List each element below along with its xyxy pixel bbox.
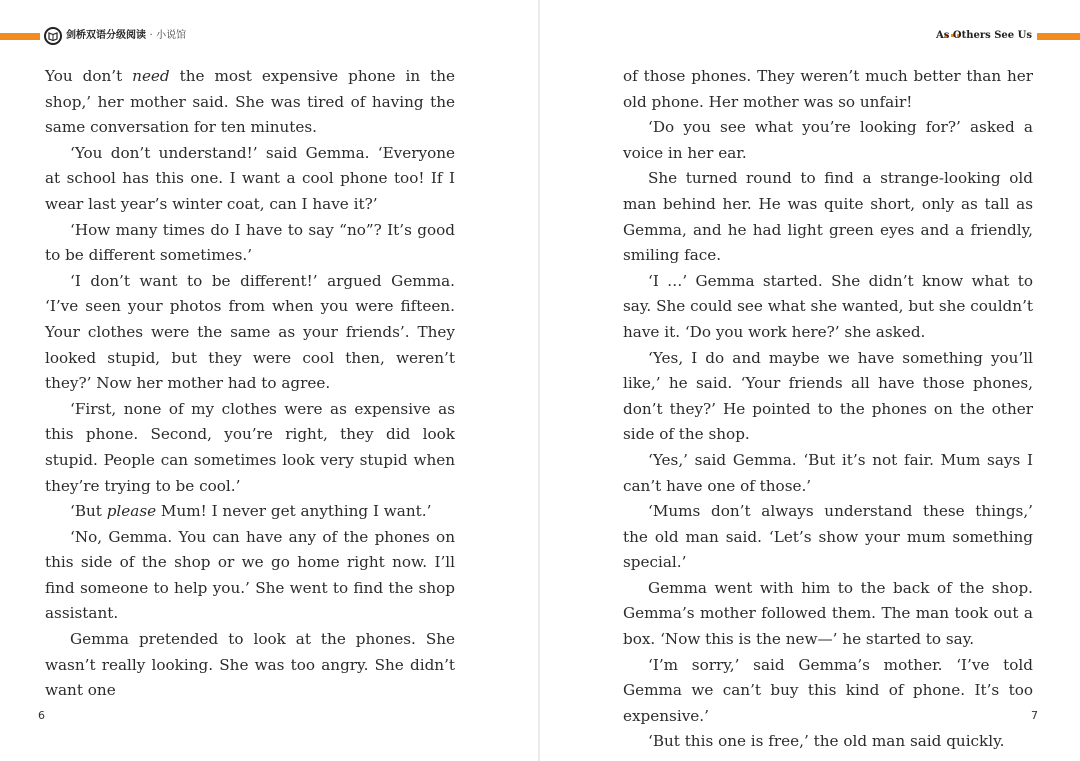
paragraph: You don’t need the most expensive phone in the shop,’ her mother said. She was tired of having the same conversation for ten minutes. [45, 67, 455, 137]
paragraph: ‘Do you see what you’re looking for?’ asked a voice in her ear. [623, 118, 1033, 162]
series-name: 剑桥双语分级阅读 [66, 30, 146, 41]
book-title: As Others See Us [936, 30, 1032, 41]
page-number-left: 6 [38, 709, 45, 722]
paragraph: Gemma pretended to look at the phones. She wasn’t really looking. She was too angry. She didn’t want one [45, 630, 455, 700]
paragraph: ‘First, none of my clothes were as expensive as this phone. Second, you’re right, they did look stupid. People can sometimes look very stupid when they’re trying to be cool.’ [45, 399, 455, 495]
paragraph: ‘I …’ Gemma started. She didn’t know what to say. She could see what she wanted, but she couldn’t have it. ‘Do you work here?’ she asked. [623, 271, 1033, 341]
book-logo-icon [44, 27, 62, 45]
paragraph: She turned round to find a strange-looking old man behind her. He was quite short, only as tall as Gemma, and he had light green eyes and a friendly, smiling face. [623, 169, 1033, 265]
series-section: 小说馆 [156, 30, 187, 41]
running-header-right [840, 27, 1080, 45]
right-page [540, 0, 1080, 761]
right-body-text [623, 64, 1033, 755]
title-separator: · [149, 30, 153, 41]
paragraph: Gemma went with him to the back of the shop. Gemma’s mother followed them. The man took out a box. ‘Now this is the new—’ he started to say. [623, 578, 1033, 649]
paragraph: ‘I’m sorry,’ said Gemma’s mother. ‘I’ve told Gemma we can’t buy this kind of phone. It’s too expensive.’ [623, 655, 1033, 725]
paragraph: ‘No, Gemma. You can have any of the phones on this side of the shop or we go home right now. I’ll find someone to help you.’ She went to find the shop assistant. [45, 527, 455, 623]
paragraph: ‘Yes,’ said Gemma. ‘But it’s not fair. Mum says I can’t have one of those.’ [623, 450, 1033, 495]
paragraph: ‘Yes, I do and maybe we have something you’ll like,’ he said. ‘Your friends all have those phones, don’t they?’ He pointed to the phones on the other side of the shop. [623, 348, 1033, 444]
paragraph: ‘You don’t understand!’ said Gemma. ‘Everyone at school has this one. I want a cool phone too! If I wear last year’s winter coat, can I have it?’ [45, 143, 455, 213]
paragraph: ‘But please Mum! I never get anything I want.’ [70, 502, 432, 521]
running-header-left [0, 27, 300, 45]
left-body-text [45, 64, 455, 704]
series-title [66, 28, 186, 44]
paragraph: ‘Mums don’t always understand these things,’ the old man said. ‘Let’s show your mum something special.’ [623, 502, 1033, 572]
header-accent-bar [0, 33, 40, 40]
header-accent-bar [1037, 33, 1080, 40]
page-number-right: 7 [1031, 709, 1038, 722]
paragraph: of those phones. They weren’t much better than her old phone. Her mother was so unfair! [623, 67, 1033, 111]
paragraph: ‘I don’t want to be different!’ argued Gemma. ‘I’ve seen your photos from when you were fifteen. Your clothes were the same as your friends’. They looked stupid, but they were cool then, weren’t they?’ Now her mother had to agree. [45, 271, 455, 393]
paragraph: ‘How many times do I have to say “no”? It’s good to be different sometimes.’ [45, 220, 455, 265]
paragraph: ‘But this one is free,’ the old man said quickly. [648, 732, 1005, 751]
